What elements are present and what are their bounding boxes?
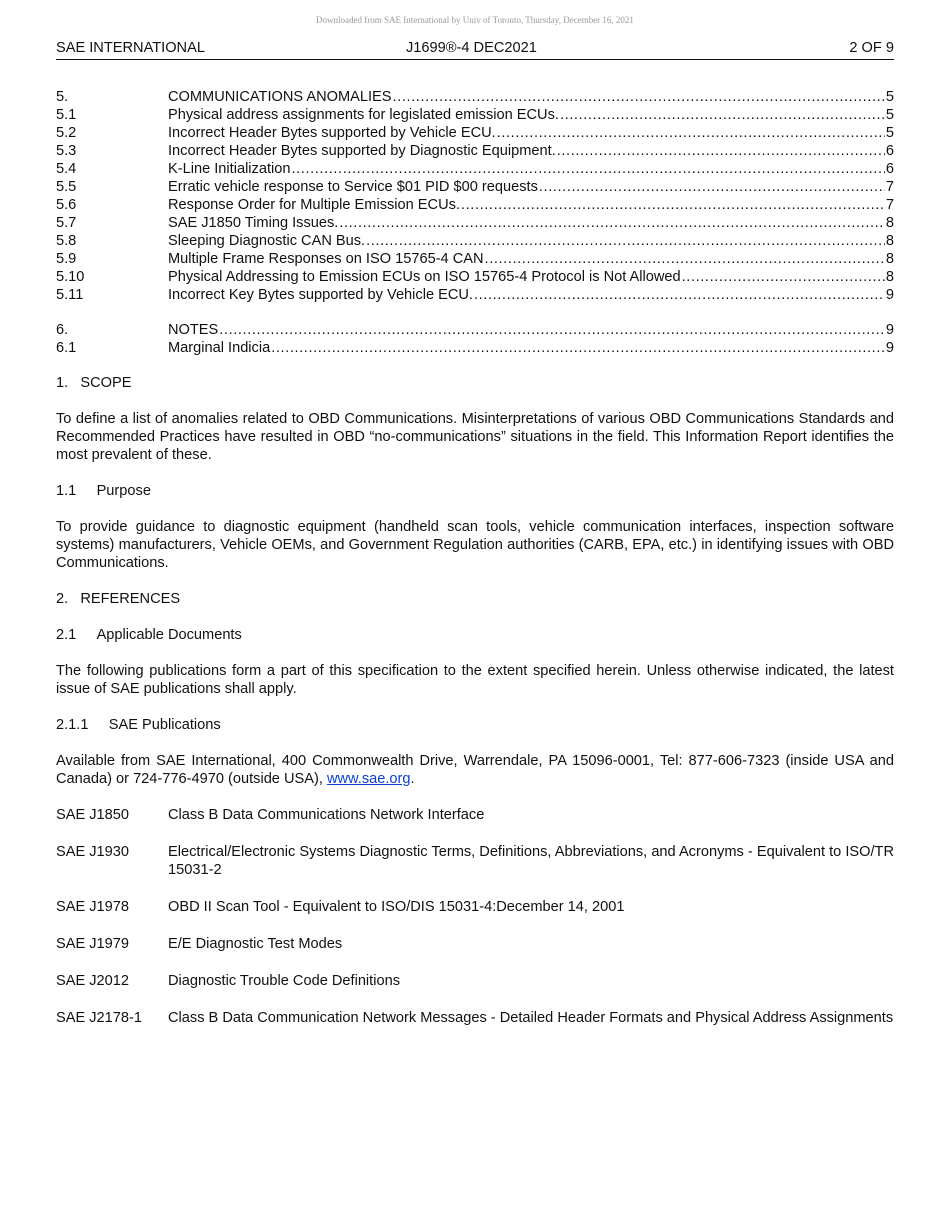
toc-number: 5.5 [56,179,77,195]
toc-page-number: 5 [885,107,894,123]
toc-leader-dots [393,88,885,106]
section-number: 2. [56,591,69,607]
scope-paragraph: To define a list of anomalies related to OBD Communications. Misinterpretations of various OBD Communications Standards and Recommended Practices have resulted in OBD “no-communications” situations in the field. This Information Report identifies the most prevalent of these. [56,411,894,463]
toc-title: Physical Addressing to Emission ECUs on ISO 15765-4 Protocol is Not Allowed [168,269,681,285]
reference-item [56,1009,894,1027]
toc-page-number: 9 [885,287,894,303]
toc-entry[interactable] [56,232,894,250]
reference-title: Class B Data Communication Network Messages - Detailed Header Formats and Physical Address Assignments [168,1010,894,1026]
toc-title: Sleeping Diagnostic CAN Bus. [168,233,366,249]
download-watermark: Downloaded from SAE International by Univ of Toronto, Thursday, December 16, 2021 [316,15,634,25]
toc-entry[interactable] [56,268,894,286]
toc-title: Incorrect Key Bytes supported by Vehicle ECU. [168,287,473,303]
section-title: SCOPE [80,375,132,391]
header-page-number: 2 OF 9 [849,40,894,56]
reference-title: Class B Data Communications Network Interface [168,807,485,823]
reference-id: SAE J1930 [56,844,130,860]
section-number: 2.1 [56,627,77,643]
toc-number: 5.1 [56,107,77,123]
toc-title: SAE J1850 Timing Issues. [168,215,339,231]
toc-title: Erratic vehicle response to Service $01 PID $00 requests [168,179,538,195]
reference-title: E/E Diagnostic Test Modes [168,936,343,952]
toc-title: Incorrect Header Bytes supported by Diagnostic Equipment. [168,143,556,159]
section-number: 2.1.1 [56,717,89,733]
reference-item [56,898,894,916]
toc-leader-dots [292,160,885,178]
toc-leader-dots [366,232,885,250]
table-of-contents [56,88,894,357]
applicable-documents-paragraph: The following publications form a part of this specification to the extent specified herein. Unless otherwise indicated, the latest issue of SAE publications shall apply. [56,663,894,697]
reference-id: SAE J2012 [56,973,130,989]
reference-title: OBD II Scan Tool - Equivalent to ISO/DIS 15031-4:December 14, 2001 [168,899,625,915]
toc-leader-dots [557,142,885,160]
toc-title: NOTES [168,322,219,338]
toc-entry[interactable] [56,286,894,304]
toc-number: 5.7 [56,215,77,231]
toc-page-number: 7 [885,197,894,213]
purpose-paragraph: To provide guidance to diagnostic equipment (handheld scan tools, vehicle communication interfaces, inspection software systems) manufacturers, Vehicle OEMs, and Government Regulation authorities (CARB, EPA, etc.) in identifying issues with OBD Communications. [56,519,894,571]
toc-entry[interactable] [56,160,894,178]
availability-period: . [410,771,415,787]
toc-entry[interactable] [56,178,894,196]
running-header [56,38,894,60]
reference-title: Electrical/Electronic Systems Diagnostic Terms, Definitions, Abbreviations, and Acronyms - Equivalent to ISO/TR 15031-2 [168,844,894,878]
toc-number: 5.2 [56,125,77,141]
document-page [56,38,894,1046]
toc-page-number: 8 [885,233,894,249]
toc-leader-dots [497,124,885,142]
toc-title: COMMUNICATIONS ANOMALIES [168,89,392,105]
toc-entry[interactable] [56,321,894,339]
toc-leader-dots [339,214,885,232]
toc-leader-dots [474,286,885,304]
toc-leader-dots [271,339,885,357]
reference-id: SAE J1850 [56,807,130,823]
section-number: 1.1 [56,483,77,499]
toc-leader-dots [682,268,885,286]
toc-entry[interactable] [56,124,894,142]
reference-item [56,935,894,953]
sae-website-link[interactable]: www.sae.org [326,771,411,787]
toc-title: Multiple Frame Responses on ISO 15765-4 CAN [168,251,484,267]
reference-id: SAE J2178-1 [56,1010,142,1026]
section-title: SAE Publications [108,717,221,733]
toc-page-number: 9 [885,340,894,356]
toc-page-number: 5 [885,89,894,105]
toc-title: Marginal Indicia [168,340,271,356]
toc-group-anomalies [56,88,894,304]
toc-group-notes [56,321,894,357]
toc-number: 6.1 [56,340,77,356]
toc-number: 5. [56,89,69,105]
toc-page-number: 8 [885,215,894,231]
toc-leader-dots [461,196,885,214]
toc-page-number: 5 [885,125,894,141]
header-doc-id: J1699®-4 DEC2021 [406,40,537,56]
toc-title: Physical address assignments for legislated emission ECUs. [168,107,559,123]
header-org: SAE INTERNATIONAL [56,40,205,56]
toc-number: 5.10 [56,269,85,285]
toc-page-number: 8 [885,251,894,267]
section-title: Purpose [96,483,151,499]
section-title: REFERENCES [80,591,181,607]
reference-item [56,843,894,879]
toc-page-number: 6 [885,161,894,177]
toc-number: 5.6 [56,197,77,213]
toc-entry[interactable] [56,250,894,268]
section-heading-purpose [56,482,894,500]
toc-number: 5.9 [56,251,77,267]
toc-number: 5.11 [56,287,84,303]
toc-title: Response Order for Multiple Emission ECUs. [168,197,460,213]
toc-page-number: 9 [885,322,894,338]
toc-number: 5.3 [56,143,77,159]
reference-list [56,806,894,1027]
reference-title: Diagnostic Trouble Code Definitions [168,973,401,989]
toc-entry[interactable] [56,339,894,357]
section-title: Applicable Documents [96,627,242,643]
reference-item [56,972,894,990]
toc-entry[interactable] [56,214,894,232]
toc-entry[interactable] [56,142,894,160]
toc-title: K-Line Initialization [168,161,291,177]
section-heading-sae-publications [56,716,894,734]
toc-leader-dots [560,106,885,124]
section-heading-references [56,590,894,608]
toc-page-number: 7 [885,179,894,195]
toc-page-number: 6 [885,143,894,159]
availability-text: Available from SAE International, 400 Commonwealth Drive, Warrendale, PA 15096-0001, Tel: 877-606-7323 (inside USA and Canada) or 724-776-4970 (outside USA), [56,753,894,787]
toc-number: 6. [56,322,69,338]
toc-entry[interactable] [56,106,894,124]
section-heading-applicable-documents [56,626,894,644]
toc-leader-dots [539,178,885,196]
reference-item [56,806,894,824]
toc-leader-dots [485,250,885,268]
toc-number: 5.8 [56,233,77,249]
reference-id: SAE J1979 [56,936,130,952]
toc-leader-dots [219,321,885,339]
section-number: 1. [56,375,69,391]
toc-title: Incorrect Header Bytes supported by Vehicle ECU. [168,125,496,141]
section-heading-scope [56,374,894,392]
toc-page-number: 8 [885,269,894,285]
availability-paragraph [56,752,894,788]
toc-number: 5.4 [56,161,77,177]
toc-entry[interactable] [56,196,894,214]
toc-entry[interactable] [56,88,894,106]
reference-id: SAE J1978 [56,899,130,915]
